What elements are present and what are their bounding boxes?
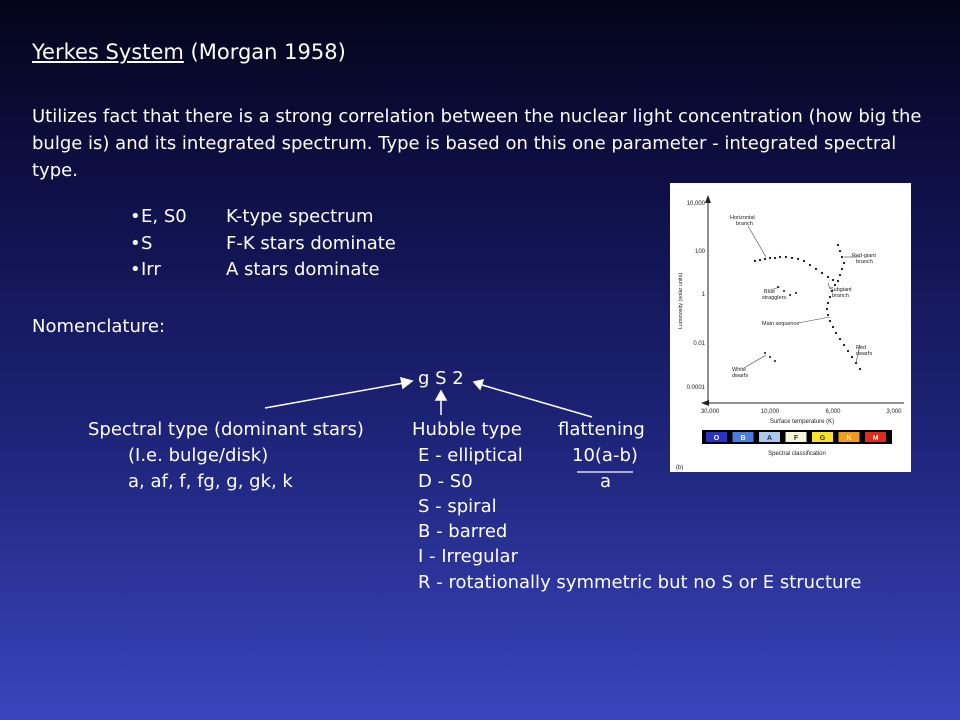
- arrow-head-hubble: [436, 391, 446, 400]
- hr-label-subgiant: Subgiant: [830, 287, 852, 293]
- spectral-class-letter: G: [819, 435, 826, 442]
- hr-label-blue-stragglers: Blue: [764, 289, 776, 295]
- hubble-type-item: D - S0: [418, 471, 473, 492]
- bullet-type: S: [141, 233, 153, 254]
- spectral-type-values: a, af, f, fg, g, gk, k: [128, 471, 293, 492]
- hr-ytick: 1: [701, 292, 705, 298]
- hubble-type-item: B - barred: [418, 521, 508, 542]
- hr-label-red-giant: Red-giant: [852, 253, 876, 259]
- spectral-class-boxes: [706, 432, 886, 442]
- arrow-head-flattening: [474, 380, 483, 389]
- spectral-class-letter: A: [766, 435, 773, 442]
- hr-xtick: 3,000: [886, 409, 902, 415]
- hr-ytick: 100: [694, 249, 705, 255]
- bullet-desc: F-K stars dominate: [226, 233, 396, 254]
- bullet-dot-icon: •: [130, 233, 141, 254]
- hr-label-red-dwarfs: Red: [856, 345, 867, 351]
- bullet-type: Irr: [141, 259, 161, 280]
- bullet-dot-icon: •: [130, 206, 141, 227]
- spectral-class-letter: F: [793, 435, 799, 442]
- hr-y-arrow-icon: [705, 195, 711, 203]
- hr-label-red-giant: branch: [856, 259, 873, 265]
- title-underlined: Yerkes System: [32, 40, 184, 64]
- hr-xtick: 10,000: [760, 409, 780, 415]
- spectral-class-letter: O: [713, 435, 720, 442]
- title-rest: (Morgan 1958): [183, 40, 346, 64]
- hubble-type-header: Hubble type: [412, 419, 522, 440]
- hr-label-subgiant: branch: [832, 293, 849, 299]
- flattening-header: flattening: [558, 419, 645, 440]
- hr-star-points: [754, 244, 861, 370]
- arrow-flattening: [482, 385, 592, 417]
- spectral-class-letter: K: [846, 435, 852, 442]
- spectral-type-note: (I.e. bulge/disk): [128, 445, 269, 466]
- flattening-denominator: a: [600, 471, 612, 492]
- flattening-numerator: 10(a-b): [572, 445, 638, 466]
- bullet-desc: A stars dominate: [226, 259, 380, 280]
- hr-diagram-figure: [670, 183, 911, 472]
- hr-ytick: 0.01: [693, 341, 705, 347]
- spectral-type-header: Spectral type (dominant stars): [88, 419, 364, 440]
- arrow-spectral: [265, 383, 404, 408]
- hr-ytick: 10,000: [686, 201, 705, 207]
- hr-ylabel: Luminosity (solar units): [678, 272, 684, 330]
- hr-x-arrow-icon: [701, 400, 709, 406]
- hr-label-blue-stragglers: stragglers: [762, 295, 787, 301]
- hubble-type-item: R - rotationally symmetric but no S or E structure: [418, 572, 862, 593]
- spectral-class-letter: B: [740, 435, 746, 442]
- hr-xlabel: Surface temperature (K): [769, 419, 835, 425]
- hr-diagram-svg: [670, 183, 911, 472]
- hr-label-white-dwarfs: dwarfs: [732, 373, 749, 379]
- nomenclature-label: Nomenclature:: [32, 316, 166, 337]
- hubble-type-item: I - Irregular: [418, 546, 518, 567]
- bullet-desc: K-type spectrum: [226, 206, 374, 227]
- hr-xtick: 30,000: [700, 409, 720, 415]
- bullet-type: E, S0: [141, 206, 187, 227]
- spectral-class-label: Spectral classification: [768, 451, 826, 457]
- formula-text: g S 2: [418, 368, 464, 389]
- hr-label-horizontal-branch: Horizontal: [730, 215, 755, 221]
- hr-panel-label: (b): [676, 465, 684, 471]
- hr-label-horizontal-branch: branch: [736, 221, 753, 227]
- hr-ytick: 0.0001: [686, 385, 705, 391]
- bullet-dot-icon: •: [130, 259, 141, 280]
- hubble-type-item: E - elliptical: [418, 445, 523, 466]
- spectral-class-letter: M: [872, 435, 879, 442]
- intro-paragraph: Utilizes fact that there is a strong correlation between the nuclear light concentration (how big the bulge is) and its integrated spectrum. Type is based on this one parameter - integrated spectral type.: [32, 106, 922, 181]
- hubble-type-item: S - spiral: [418, 496, 497, 517]
- hr-xtick: 6,000: [825, 409, 841, 415]
- hr-label-red-dwarfs: dwarfs: [856, 351, 873, 357]
- hr-label-white-dwarfs: White: [732, 367, 747, 373]
- arrow-head-spectral: [401, 378, 412, 388]
- hr-label-main-sequence: Main sequence: [762, 321, 800, 327]
